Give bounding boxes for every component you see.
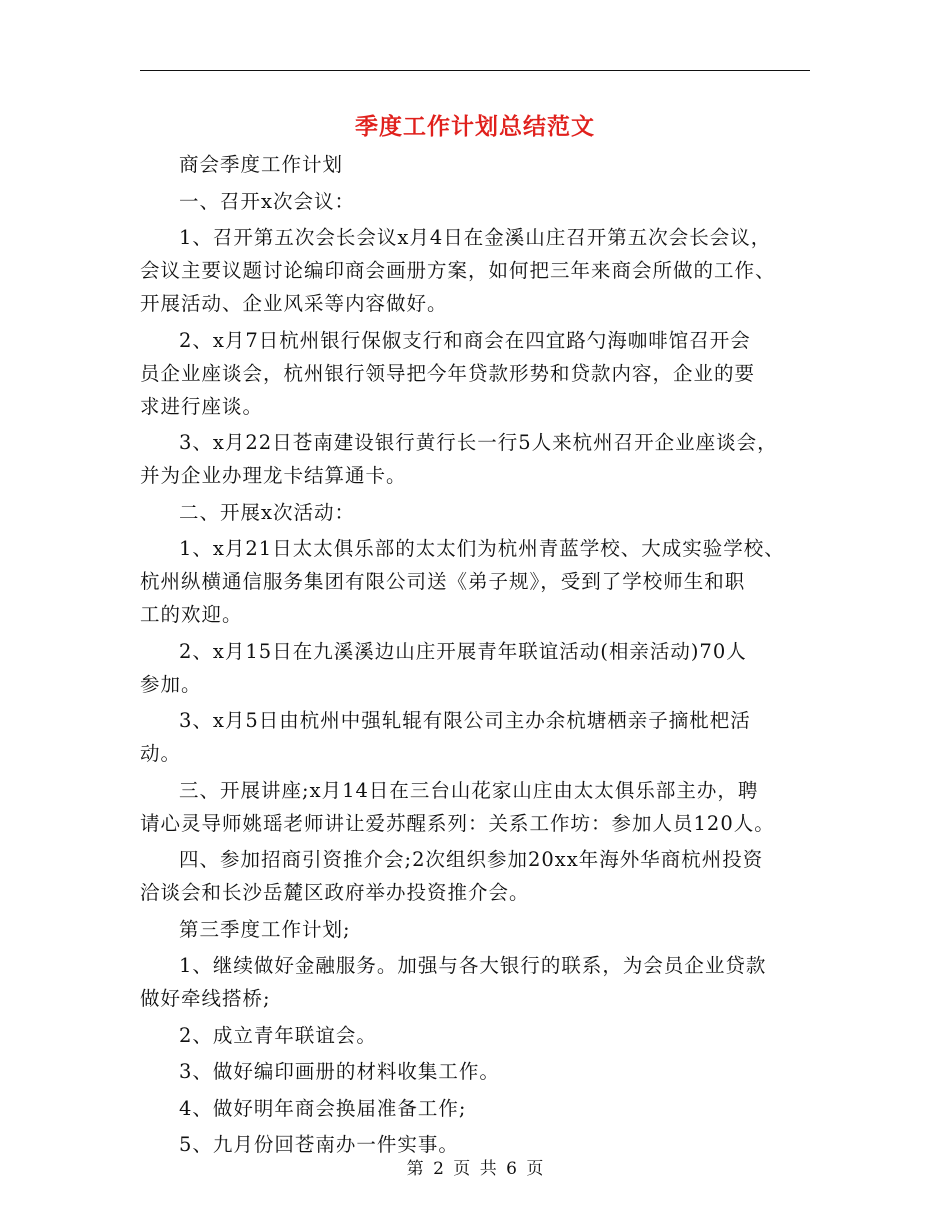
paragraph xyxy=(140,148,812,181)
paragraph-line: 会议主要议题讨论编印商会画册方案，如何把三年来商会所做的工作、 xyxy=(140,259,776,282)
paragraph-line: 请心灵导师姚瑶老师讲让爱苏醒系列：关系工作坊：参加人员120人。 xyxy=(140,811,775,835)
paragraph-line: 2、成立青年联谊会。 xyxy=(179,1023,377,1047)
paragraph-line: 杭州纵横通信服务集团有限公司送《弟子规》，受到了学校师生和职 xyxy=(140,570,746,593)
paragraph xyxy=(140,704,812,770)
paragraph-line: 第三季度工作计划; xyxy=(179,917,351,941)
paragraph xyxy=(140,1055,812,1088)
paragraph-line: 商会季度工作计划 xyxy=(179,153,344,176)
document-title: 季度工作计划总结范文 xyxy=(355,113,595,140)
paragraph-line: 做好牵线搭桥; xyxy=(140,987,271,1010)
paragraph-line: 洽谈会和长沙岳麓区政府举办投资推介会。 xyxy=(140,881,530,904)
paragraph-line: 员企业座谈会，杭州银行领导把今年贷款形势和贷款内容，企业的要 xyxy=(140,361,756,385)
paragraph-line: 2、x月7日杭州银行保俶支行和商会在四宜路勺海咖啡馆召开会 xyxy=(179,328,751,352)
paragraph-line: 3、x月5日由杭州中强轧辊有限公司主办余杭塘栖亲子摘枇杷活 xyxy=(179,709,751,732)
paragraph-line: 1、x月21日太太俱乐部的太太们为杭州青蓝学校、大成实验学校、 xyxy=(179,537,785,560)
header-rule xyxy=(140,70,810,71)
paragraph-line: 3、x月22日苍南建设银行黄行长一行5人来杭州召开企业座谈会， xyxy=(179,431,778,454)
paragraph xyxy=(140,913,812,946)
paragraph-line: 三、开展讲座;x月14日在三台山花家山庄由太太俱乐部主办，聘 xyxy=(179,778,759,802)
paragraph xyxy=(140,774,812,840)
paragraph-line: 并为企业办理龙卡结算通卡。 xyxy=(140,464,407,487)
paragraph xyxy=(140,1092,812,1125)
document-body xyxy=(140,148,812,1165)
paragraph-line: 四、参加招商引资推介会;2次组织参加20xx年海外华商杭州投资 xyxy=(179,848,764,871)
paragraph-line: 3、做好编印画册的材料收集工作。 xyxy=(179,1060,500,1083)
paragraph-line: 1、继续做好金融服务。加强与各大银行的联系，为会员企业贷款 xyxy=(179,954,767,977)
paragraph-line: 工的欢迎。 xyxy=(140,603,243,626)
paragraph-line: 4、做好明年商会换届准备工作; xyxy=(179,1096,467,1120)
paragraph-line: 参加。 xyxy=(140,672,202,696)
paragraph xyxy=(140,185,812,218)
paragraph-line: 1、召开第五次会长会议x月4日在金溪山庄召开第五次会长会议， xyxy=(179,226,772,249)
paragraph xyxy=(140,532,812,631)
paragraph xyxy=(140,496,812,529)
paragraph xyxy=(140,221,812,320)
paragraph xyxy=(140,1019,812,1052)
paragraph-line: 开展活动、企业风采等内容做好。 xyxy=(140,292,448,315)
paragraph-line: 二、开展x次活动： xyxy=(179,500,355,524)
paragraph xyxy=(140,949,812,1015)
paragraph-line: 一、召开x次会议： xyxy=(179,189,355,213)
paragraph-line: 动。 xyxy=(140,742,182,765)
paragraph-line: 2、x月15日在九溪溪边山庄开展青年联谊活动(相亲活动)70人 xyxy=(179,639,747,663)
page-footer: 第 2 页 共 6 页 xyxy=(406,1159,544,1179)
paragraph-line: 求进行座谈。 xyxy=(140,394,264,418)
paragraph xyxy=(140,843,812,909)
paragraph-line: 5、九月份回苍南办一件实事。 xyxy=(179,1133,459,1156)
paragraph xyxy=(140,324,812,423)
paragraph xyxy=(140,426,812,492)
paragraph xyxy=(140,635,812,701)
